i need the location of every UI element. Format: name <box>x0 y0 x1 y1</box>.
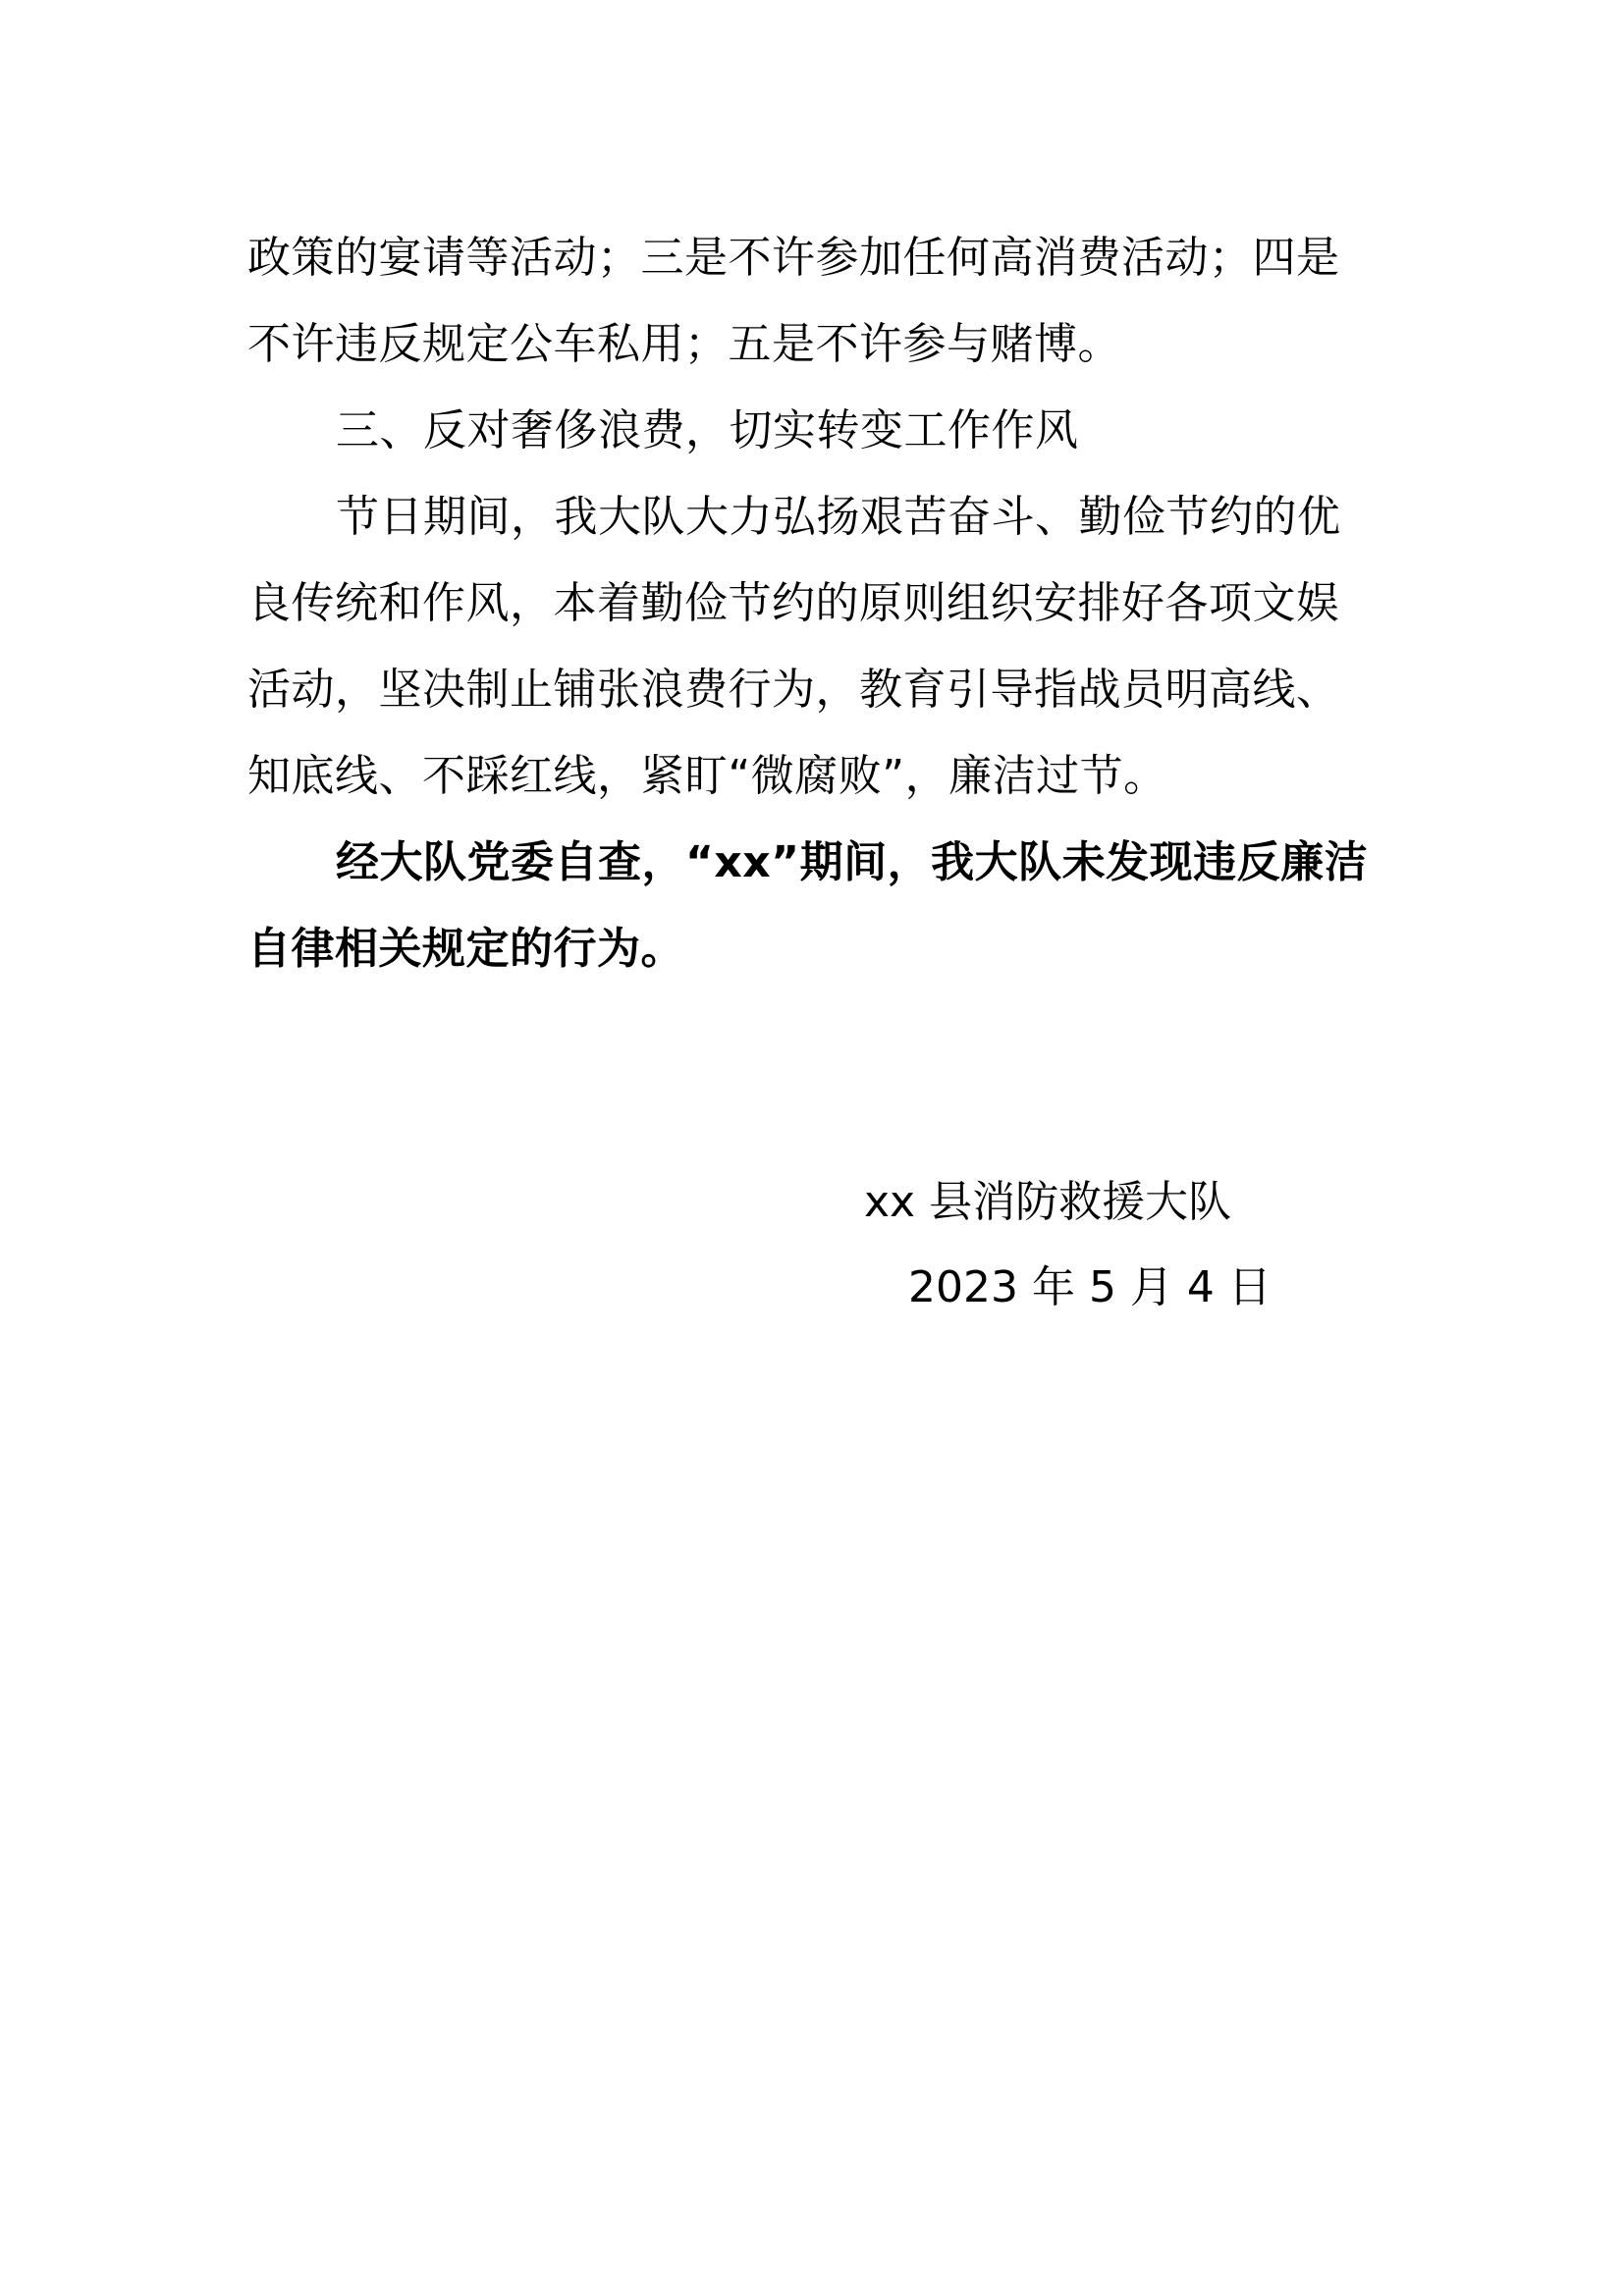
paragraph-line: 活动，坚决制止铺张浪费行为，教育引导指战员明高线、 <box>247 665 1340 715</box>
signature-date: 2023 年 5 月 4 日 <box>908 1262 1272 1312</box>
conclusion-line: 自律相关规定的行为。 <box>247 924 684 974</box>
paragraph-line: 政策的宴请等活动；三是不许参加任何高消费活动；四是 <box>247 233 1340 283</box>
paragraph-line: 节日期间，我大队大力弘扬艰苦奋斗、勤俭节约的优 <box>336 492 1341 542</box>
paragraph-line: 不许违反规定公车私用；五是不许参与赌博。 <box>247 319 1121 369</box>
paragraph-line: 知底线、不踩红线，紧盯“微腐败”，廉洁过节。 <box>247 751 1167 801</box>
section-heading: 三、反对奢侈浪费，切实转变工作作风 <box>336 405 1079 455</box>
conclusion-line: 经大队党委自查，“xx”期间，我大队未发现违反廉洁 <box>336 837 1369 887</box>
paragraph-line: 良传统和作风，本着勤俭节约的原则组织安排好各项文娱 <box>247 578 1340 628</box>
signature-organization: xx 县消防救援大队 <box>864 1177 1232 1227</box>
